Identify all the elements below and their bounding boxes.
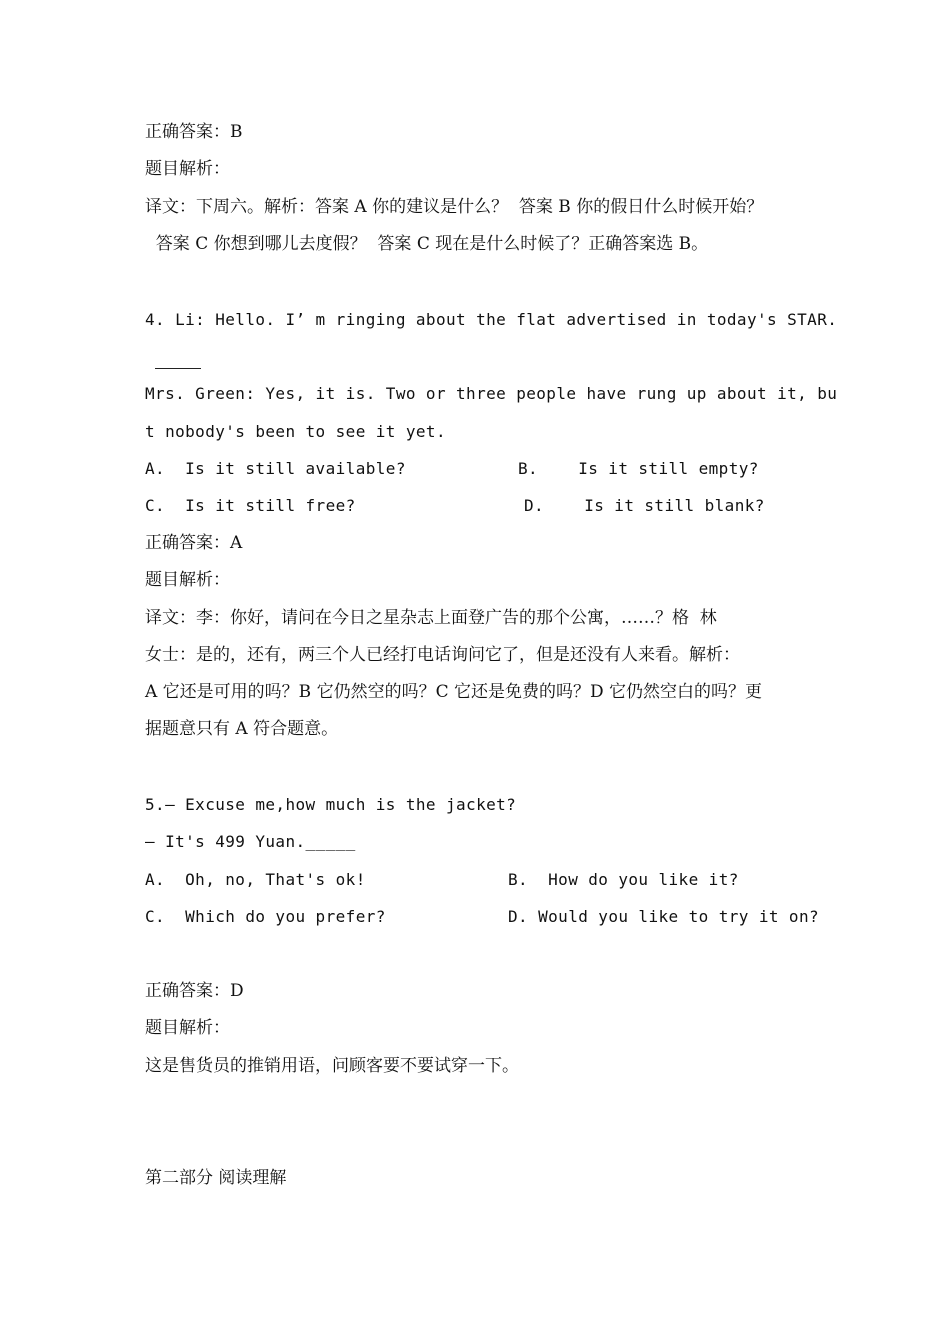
q4-stem-line-3: t nobody's been to see it yet. xyxy=(145,422,446,441)
q3-analysis-label: 题目解析： xyxy=(145,159,230,179)
q4-analysis-label: 题目解析： xyxy=(145,570,230,590)
q3-analysis-line-2: 答案 C 你想到哪儿去度假？ 答案 C 现在是什么时候了？正确答案选 B。 xyxy=(145,234,709,254)
q5-analysis-text: 这是售货员的推销用语，问顾客要不要试穿一下。 xyxy=(145,1056,519,1076)
q4-analysis-line-1: 译文：李：你好，请问在今日之星杂志上面登广告的那个公寓，……？格 林 xyxy=(145,608,717,628)
q4-analysis-line-3: A 它还是可用的吗？B 它仍然空的吗？C 它还是免费的吗？D 它仍然空白的吗？更 xyxy=(145,682,763,702)
q4-answer-blank xyxy=(155,368,201,369)
q5-analysis-label: 题目解析： xyxy=(145,1018,230,1038)
q4-analysis-line-2: 女士：是的，还有，两三个人已经打电话询问它了，但是还没有人来看。解析： xyxy=(145,645,740,665)
q4-analysis-line-4: 据题意只有 A 符合题意。 xyxy=(145,719,339,739)
q4-option-b: B. Is it still empty? xyxy=(518,459,759,478)
q4-answer: 正确答案：A xyxy=(145,533,243,553)
q3-answer: 正确答案：B xyxy=(145,122,243,142)
q5-option-d: D. Would you like to try it on? xyxy=(508,907,820,926)
q5-stem-line-2: — It's 499 Yuan._____ xyxy=(145,832,356,851)
q5-option-a: A. Oh, no, That's ok! xyxy=(145,870,366,889)
q4-option-d: D. Is it still blank? xyxy=(524,496,765,515)
q4-option-a: A. Is it still available? xyxy=(145,459,406,478)
section-heading: 第二部分 阅读理解 xyxy=(145,1168,287,1188)
q4-option-c: C. Is it still free? xyxy=(145,496,356,515)
q5-option-b: B. How do you like it? xyxy=(508,870,739,889)
q5-stem-line-1: 5.— Excuse me,how much is the jacket? xyxy=(145,795,517,814)
q5-option-c: C. Which do you prefer? xyxy=(145,907,386,926)
q4-stem-line-2: Mrs. Green: Yes, it is. Two or three people have rung up about it, bu xyxy=(145,384,838,403)
q4-stem-line-1: 4. Li: Hello. I’ m ringing about the flat advertised in today's STAR. xyxy=(145,310,838,329)
q3-analysis-line-1: 译文：下周六。解析：答案 A 你的建议是什么？ 答案 B 你的假日什么时候开始？ xyxy=(145,197,764,217)
q5-answer: 正确答案：D xyxy=(145,981,244,1001)
